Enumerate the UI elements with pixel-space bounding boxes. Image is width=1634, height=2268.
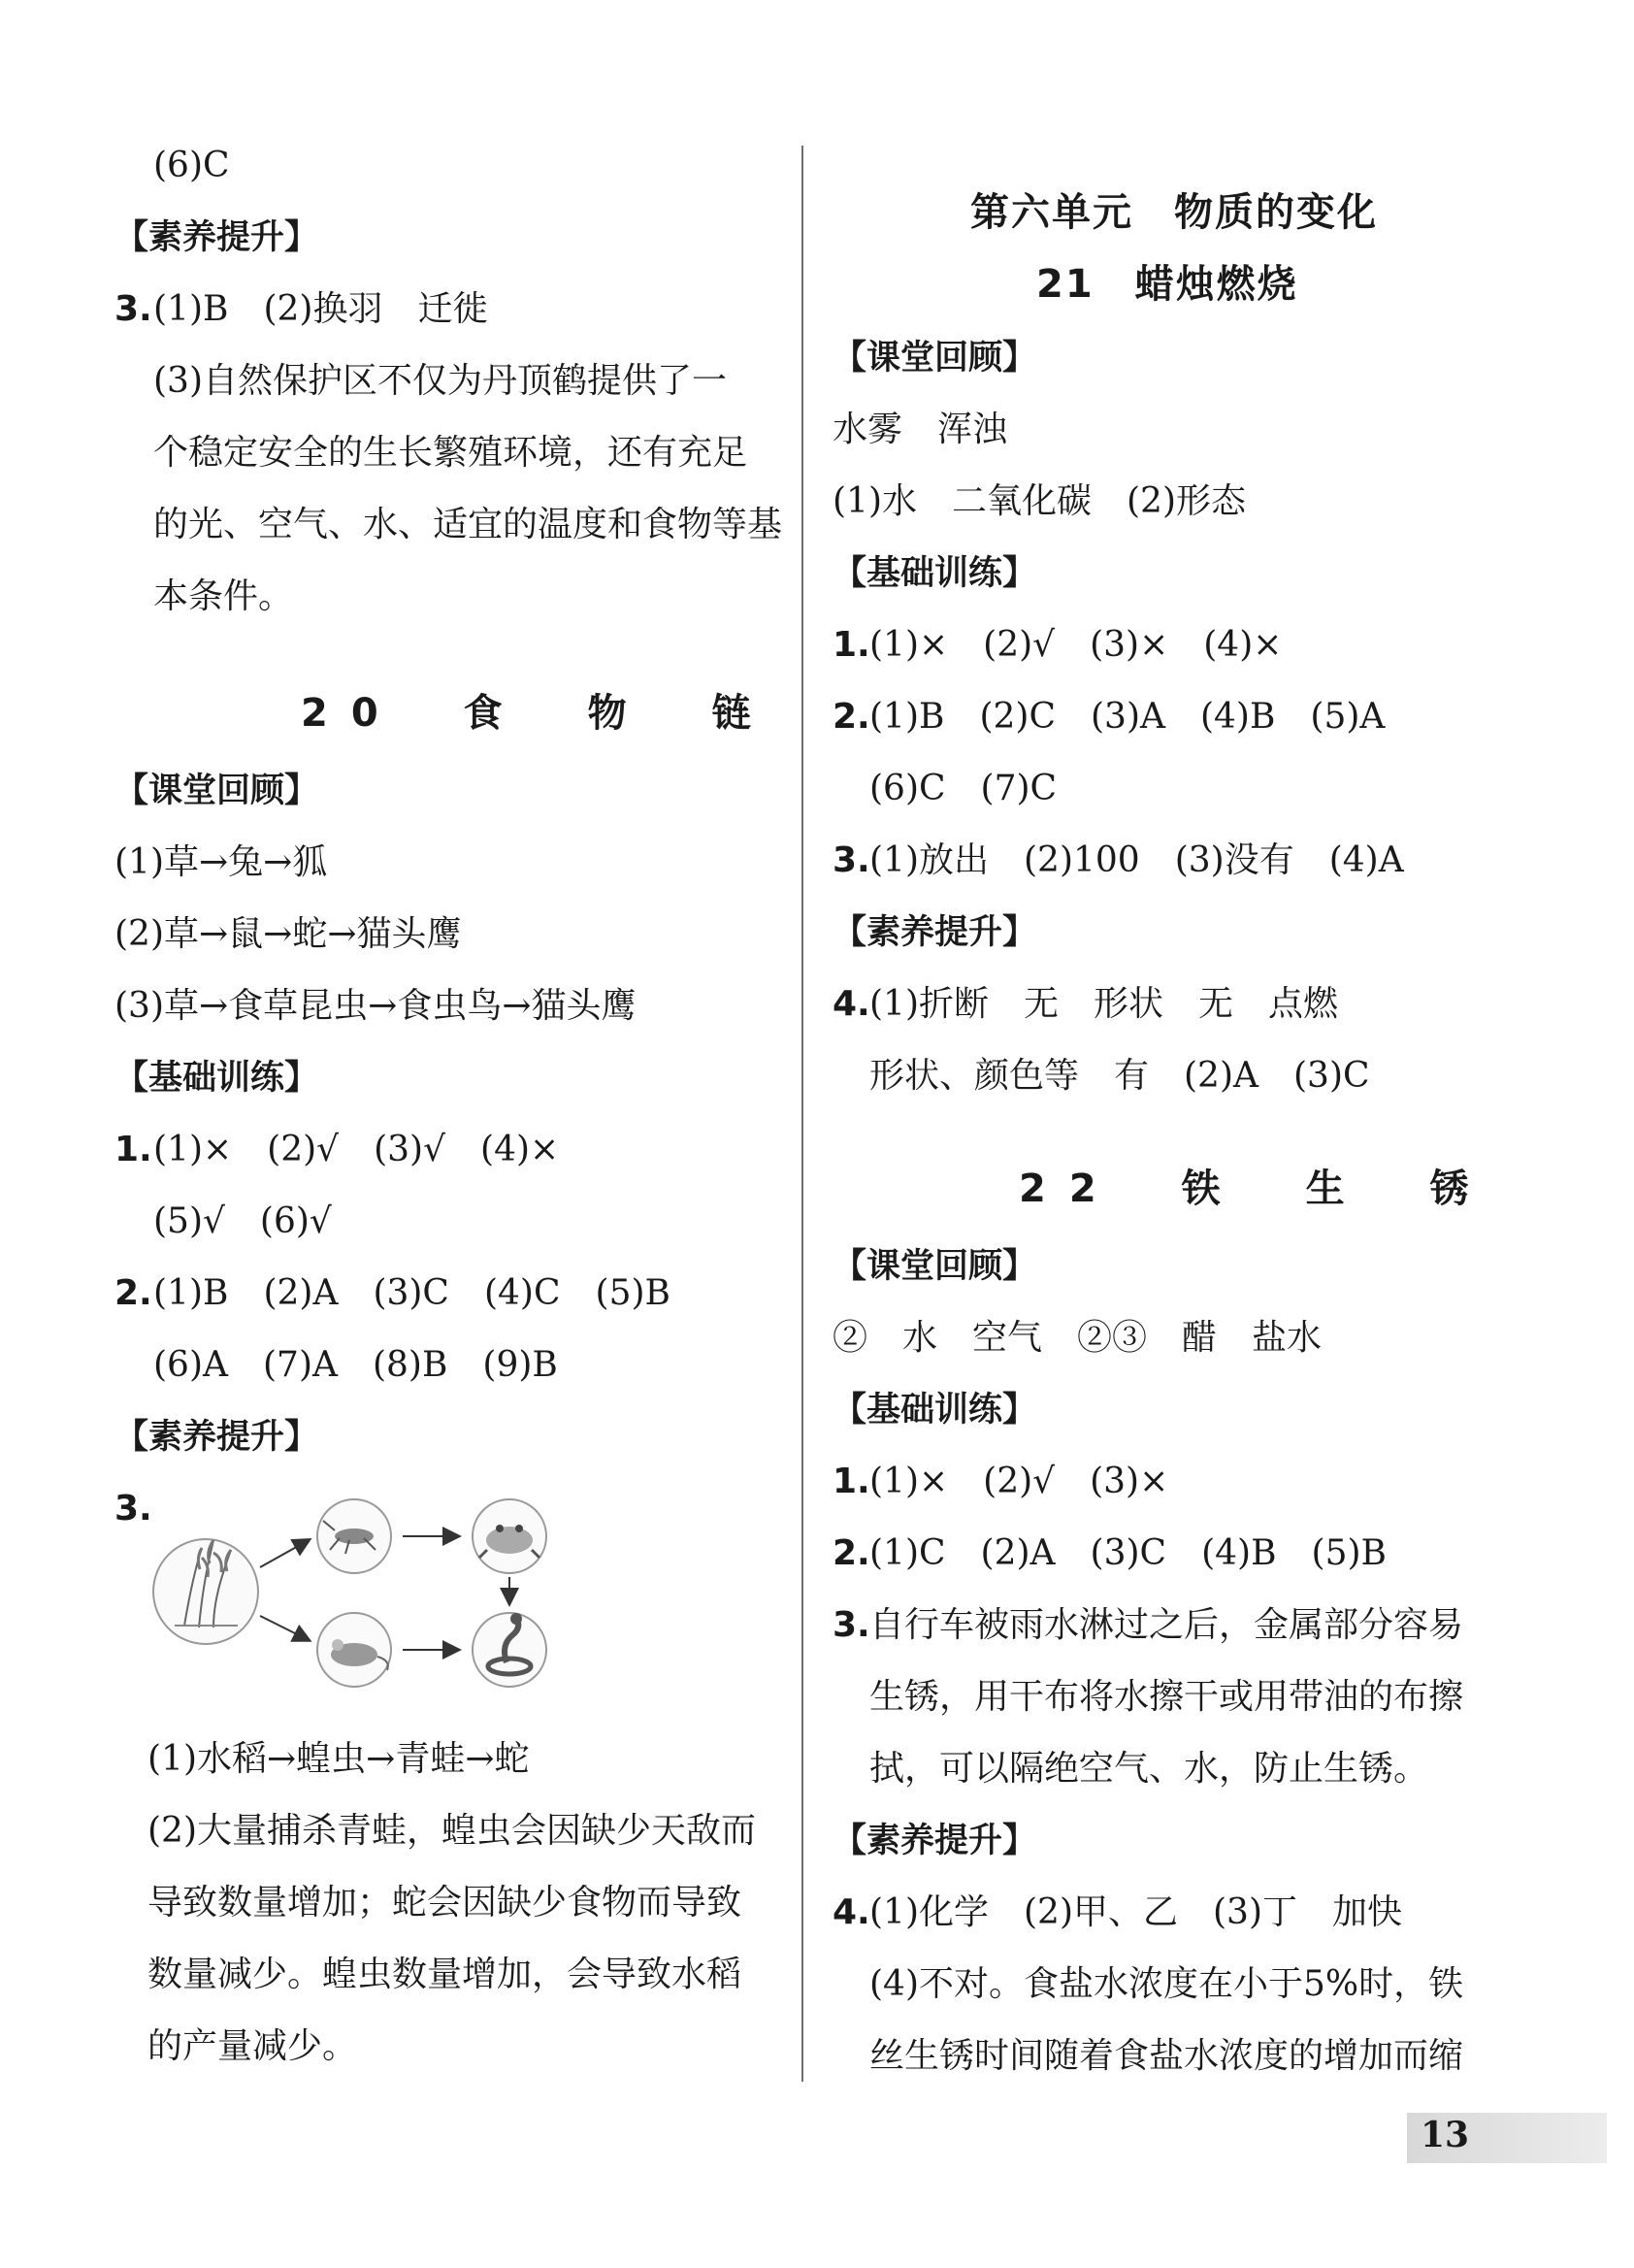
mouse-icon <box>317 1613 391 1687</box>
answer-line: (5)√ (6)√ <box>153 1201 332 1241</box>
answer-line: (1)B (2)A (3)C (4)C (5)B <box>153 1273 670 1313</box>
answer-line: (1)× (2)√ (3)× <box>869 1462 1169 1501</box>
answer-line: 形状、颜色等 有 (2)A (3)C <box>869 1056 1370 1096</box>
section-heading: 【课堂回顾】 <box>833 1247 1037 1286</box>
answer-line: (6)A (7)A (8)B (9)B <box>153 1345 558 1385</box>
answer-line: 自行车被雨水淋过之后，金属部分容易 <box>869 1605 1464 1645</box>
answer-line: (1)水稻→蝗虫→青蛙→蛇 <box>147 1739 530 1779</box>
column-divider <box>801 146 803 2082</box>
answer-line: (1)水 二氧化碳 (2)形态 <box>833 481 1246 521</box>
question-number: 2. <box>833 1533 870 1573</box>
lesson-title: 20 食 物 链 <box>301 691 774 736</box>
section-heading: 【素养提升】 <box>833 913 1037 952</box>
answer-line: (3)自然保护区不仅为丹顶鹤提供了一 <box>153 361 727 401</box>
lesson-title: 21 蜡烛燃烧 <box>1036 262 1298 307</box>
answer-line: 导致数量增加；蛇会因缺少食物而导致 <box>147 1883 742 1923</box>
question-number: 4. <box>833 984 870 1024</box>
rice-plant-icon <box>153 1539 258 1644</box>
answer-line: 本条件。 <box>153 576 294 616</box>
question-number: 2. <box>114 1273 152 1313</box>
answer-line: (4)不对。食盐水浓度在小于5%时，铁 <box>869 1964 1464 2004</box>
answer-line: 生锈，用干布将水擦干或用带油的布擦 <box>869 1677 1464 1717</box>
question-number: 3. <box>114 289 152 329</box>
answer-line: (6)C <box>153 146 230 185</box>
section-heading: 【素养提升】 <box>114 218 319 257</box>
page-number-badge <box>1407 2113 1607 2163</box>
arrow <box>260 1616 309 1640</box>
unit-title: 第六单元 物质的变化 <box>970 190 1378 235</box>
answer-line: (1)放出 (2)100 (3)没有 (4)A <box>869 840 1404 880</box>
page-number: 13 <box>1421 2115 1470 2155</box>
food-web-diagram <box>146 1480 572 1703</box>
answer-line: (2)大量捕杀青蛙，蝗虫会因缺少天敌而 <box>147 1811 756 1851</box>
answer-line: 丝生锈时间随着食盐水浓度的增加而缩 <box>869 2036 1464 2076</box>
section-heading: 【基础训练】 <box>833 1391 1037 1430</box>
section-heading: 【素养提升】 <box>114 1418 319 1457</box>
question-number: 2. <box>833 697 870 737</box>
question-number: 3. <box>833 1605 870 1645</box>
section-heading: 【素养提升】 <box>833 1822 1037 1860</box>
section-heading: 【课堂回顾】 <box>833 339 1037 378</box>
answer-line: (1)化学 (2)甲、乙 (3)丁 加快 <box>869 1892 1402 1932</box>
question-number: 3. <box>114 1489 152 1528</box>
frog-icon <box>473 1499 546 1573</box>
answer-line: (6)C (7)C <box>869 769 1058 808</box>
question-number: 3. <box>833 840 870 880</box>
question-number: 1. <box>833 1462 870 1501</box>
answer-line: 个稳定安全的生长繁殖环境，还有充足 <box>153 433 748 473</box>
answer-line: (1)B (2)C (3)A (4)B (5)A <box>869 697 1386 737</box>
section-heading: 【课堂回顾】 <box>114 772 319 810</box>
answer-line: 拭，可以隔绝空气、水，防止生锈。 <box>869 1749 1429 1789</box>
answer-line: 水雾 浑浊 <box>833 410 1008 449</box>
answer-line: (1)B (2)换羽 迁徙 <box>153 289 488 329</box>
answer-line: ② 水 空气 ②③ 醋 盐水 <box>833 1318 1323 1358</box>
snake-icon <box>473 1613 546 1687</box>
question-number: 1. <box>833 625 870 665</box>
answer-line: (1)折断 无 形状 无 点燃 <box>869 984 1338 1024</box>
lesson-title: 22 铁 生 锈 <box>1019 1167 1492 1211</box>
answer-line: (1)C (2)A (3)C (4)B (5)B <box>869 1533 1387 1573</box>
arrow <box>260 1540 309 1567</box>
answer-line: 数量减少。蝗虫数量增加，会导致水稻 <box>147 1955 742 1994</box>
question-number: 4. <box>833 1892 870 1932</box>
answer-line: 的光、空气、水、适宜的温度和食物等基 <box>153 505 783 544</box>
answer-line: (1)× (2)√ (3)√ (4)× <box>153 1130 560 1169</box>
answer-line: (1)草→兔→狐 <box>114 842 328 882</box>
answer-line: (3)草→食草昆虫→食虫鸟→猫头鹰 <box>114 986 637 1026</box>
answer-line: 的产量减少。 <box>147 2026 358 2066</box>
grasshopper-icon <box>317 1499 391 1573</box>
question-number: 1. <box>114 1130 152 1169</box>
answer-line: (1)× (2)√ (3)× (4)× <box>869 625 1283 665</box>
section-heading: 【基础训练】 <box>833 554 1037 593</box>
section-heading: 【基础训练】 <box>114 1059 319 1098</box>
answer-line: (2)草→鼠→蛇→猫头鹰 <box>114 914 462 954</box>
